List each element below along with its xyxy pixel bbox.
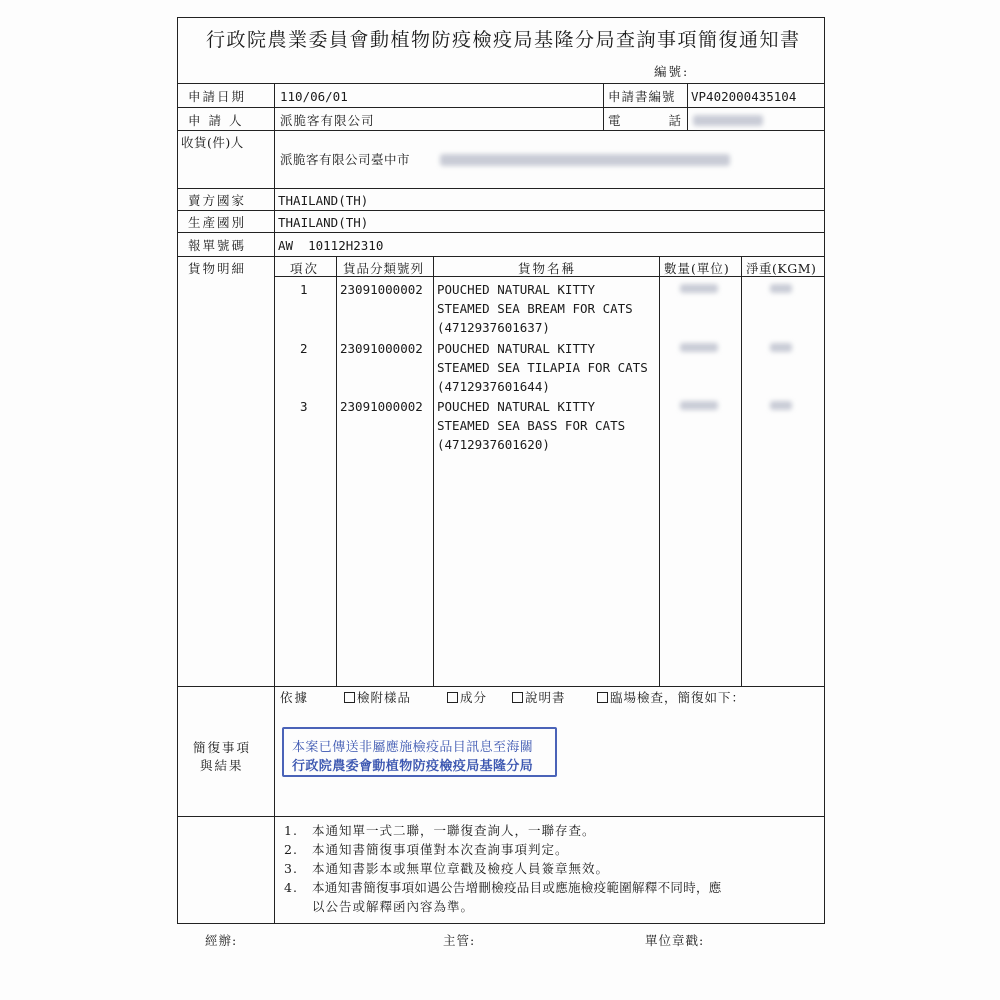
note-text: 本通知書影本或無單位章戳及檢疫人員簽章無效。 (312, 861, 610, 876)
redacted-weight (770, 343, 792, 352)
seller-country-value: THAILAND(TH) (278, 193, 369, 208)
col-header-item: 項次 (290, 261, 320, 276)
note-text: 本通知書簡復事項僅對本次查詢事項判定。 (312, 842, 569, 857)
rule (603, 83, 604, 130)
table-row-2-code: 23091000002 (340, 341, 423, 356)
consignee-value: 派脆客有限公司臺中市 (280, 152, 411, 167)
checkbox-icon (512, 692, 523, 703)
note-number: 2. (284, 842, 298, 857)
note-text: 以公告或解釋函內容為準。 (312, 899, 475, 914)
col-header-weight: 淨重(KGM) (746, 261, 817, 276)
declaration-no-value: AW 10112H2310 (278, 238, 384, 253)
reply-label: 簡復事項 (193, 740, 252, 755)
redacted-quantity (680, 401, 718, 410)
table-row-3-name: (4712937601620) (437, 437, 550, 452)
note-text: 本通知書簡復事項如遇公告增刪檢疫品目或應施檢疫範圍解釋不同時，應 (312, 880, 722, 895)
declaration-no-label: 報單號碼 (188, 238, 247, 253)
seller-country-label: 賣方國家 (188, 193, 247, 208)
apply-date-label: 申請日期 (188, 89, 247, 104)
stamp-line-1: 本案已傳送非屬應施檢疫品目訊息至海關 (292, 740, 534, 755)
reply-label: 與結果 (200, 758, 244, 773)
note-number: 4. (284, 880, 298, 895)
official-stamp (282, 727, 557, 777)
document-title: 行政院農業委員會動植物防疫檢疫局基隆分局查詢事項簡復通知書 (206, 29, 801, 51)
rule (336, 256, 337, 686)
seal-label: 單位章戳: (645, 933, 705, 948)
checkbox-ingredients-label: 成分 (460, 690, 488, 705)
stamp-line-2: 行政院農委會動植物防疫檢疫局基隆分局 (292, 759, 534, 774)
apply-date-value: 110/06/01 (280, 89, 348, 104)
origin-country-value: THAILAND(TH) (278, 215, 369, 230)
table-row-1-name: (4712937601637) (437, 320, 550, 335)
checkbox-sample-label: 檢附樣品 (357, 690, 412, 705)
rule (274, 83, 275, 924)
checkbox-manual (512, 690, 566, 706)
redacted-quantity (680, 284, 718, 293)
rule (741, 256, 742, 686)
origin-country-label: 生產國別 (188, 215, 247, 230)
applicant-label: 申 請 人 (188, 113, 244, 128)
col-header-name: 貨物名稱 (518, 261, 577, 276)
table-row-1-code: 23091000002 (340, 282, 423, 297)
checkbox-icon (447, 692, 458, 703)
checkbox-icon (597, 692, 608, 703)
col-header-code: 貨品分類號列 (343, 261, 425, 276)
table-row-3-item: 3 (300, 399, 308, 414)
checkbox-onsite-label: 臨場檢查，簡復如下： (610, 690, 746, 705)
applicant-value: 派脆客有限公司 (280, 113, 375, 128)
supervisor-label: 主管: (443, 933, 476, 948)
table-row-3-name: STEAMED SEA BASS FOR CATS (437, 418, 626, 433)
rule (433, 256, 434, 686)
note-text: 本通知單一式二聯，一聯復查詢人，一聯存查。 (312, 823, 596, 838)
table-row-3-code: 23091000002 (340, 399, 423, 414)
consignee-label: 收貨(件)人 (181, 135, 244, 150)
handler-label: 經辦: (205, 933, 238, 948)
table-row-2-name: (4712937601644) (437, 379, 550, 394)
table-row-1-name: STEAMED SEA BREAM FOR CATS (437, 301, 633, 316)
checkbox-onsite (597, 690, 745, 706)
redacted-quantity (680, 343, 718, 352)
table-row-2-name: POUCHED NATURAL KITTY (437, 341, 596, 356)
checkbox-icon (344, 692, 355, 703)
col-header-qty: 數量(單位) (664, 261, 730, 276)
checkbox-ingredients (447, 690, 487, 706)
table-row-3-name: POUCHED NATURAL KITTY (437, 399, 596, 414)
checkbox-manual-label: 說明書 (525, 690, 566, 705)
basis-label: 依據 (280, 690, 310, 705)
table-row-1-name: POUCHED NATURAL KITTY (437, 282, 596, 297)
redacted-weight (770, 284, 792, 293)
form-no-value: VP402000435104 (691, 89, 797, 104)
form-no-label: 申請書編號 (608, 89, 676, 104)
note-number: 1. (284, 823, 298, 838)
table-row-2-name: STEAMED SEA TILAPIA FOR CATS (437, 360, 648, 375)
rule (659, 256, 660, 686)
rule (687, 83, 688, 130)
redacted-weight (770, 401, 792, 410)
table-row-1-item: 1 (300, 282, 308, 297)
checkbox-sample (344, 690, 411, 706)
redacted-phone (693, 115, 763, 126)
serial-label: 編號: (654, 64, 690, 79)
redacted-address (440, 154, 730, 166)
phone-label: 電 話 (608, 113, 683, 128)
table-row-2-item: 2 (300, 341, 308, 356)
goods-label: 貨物明細 (188, 261, 247, 276)
note-number: 3. (284, 861, 298, 876)
